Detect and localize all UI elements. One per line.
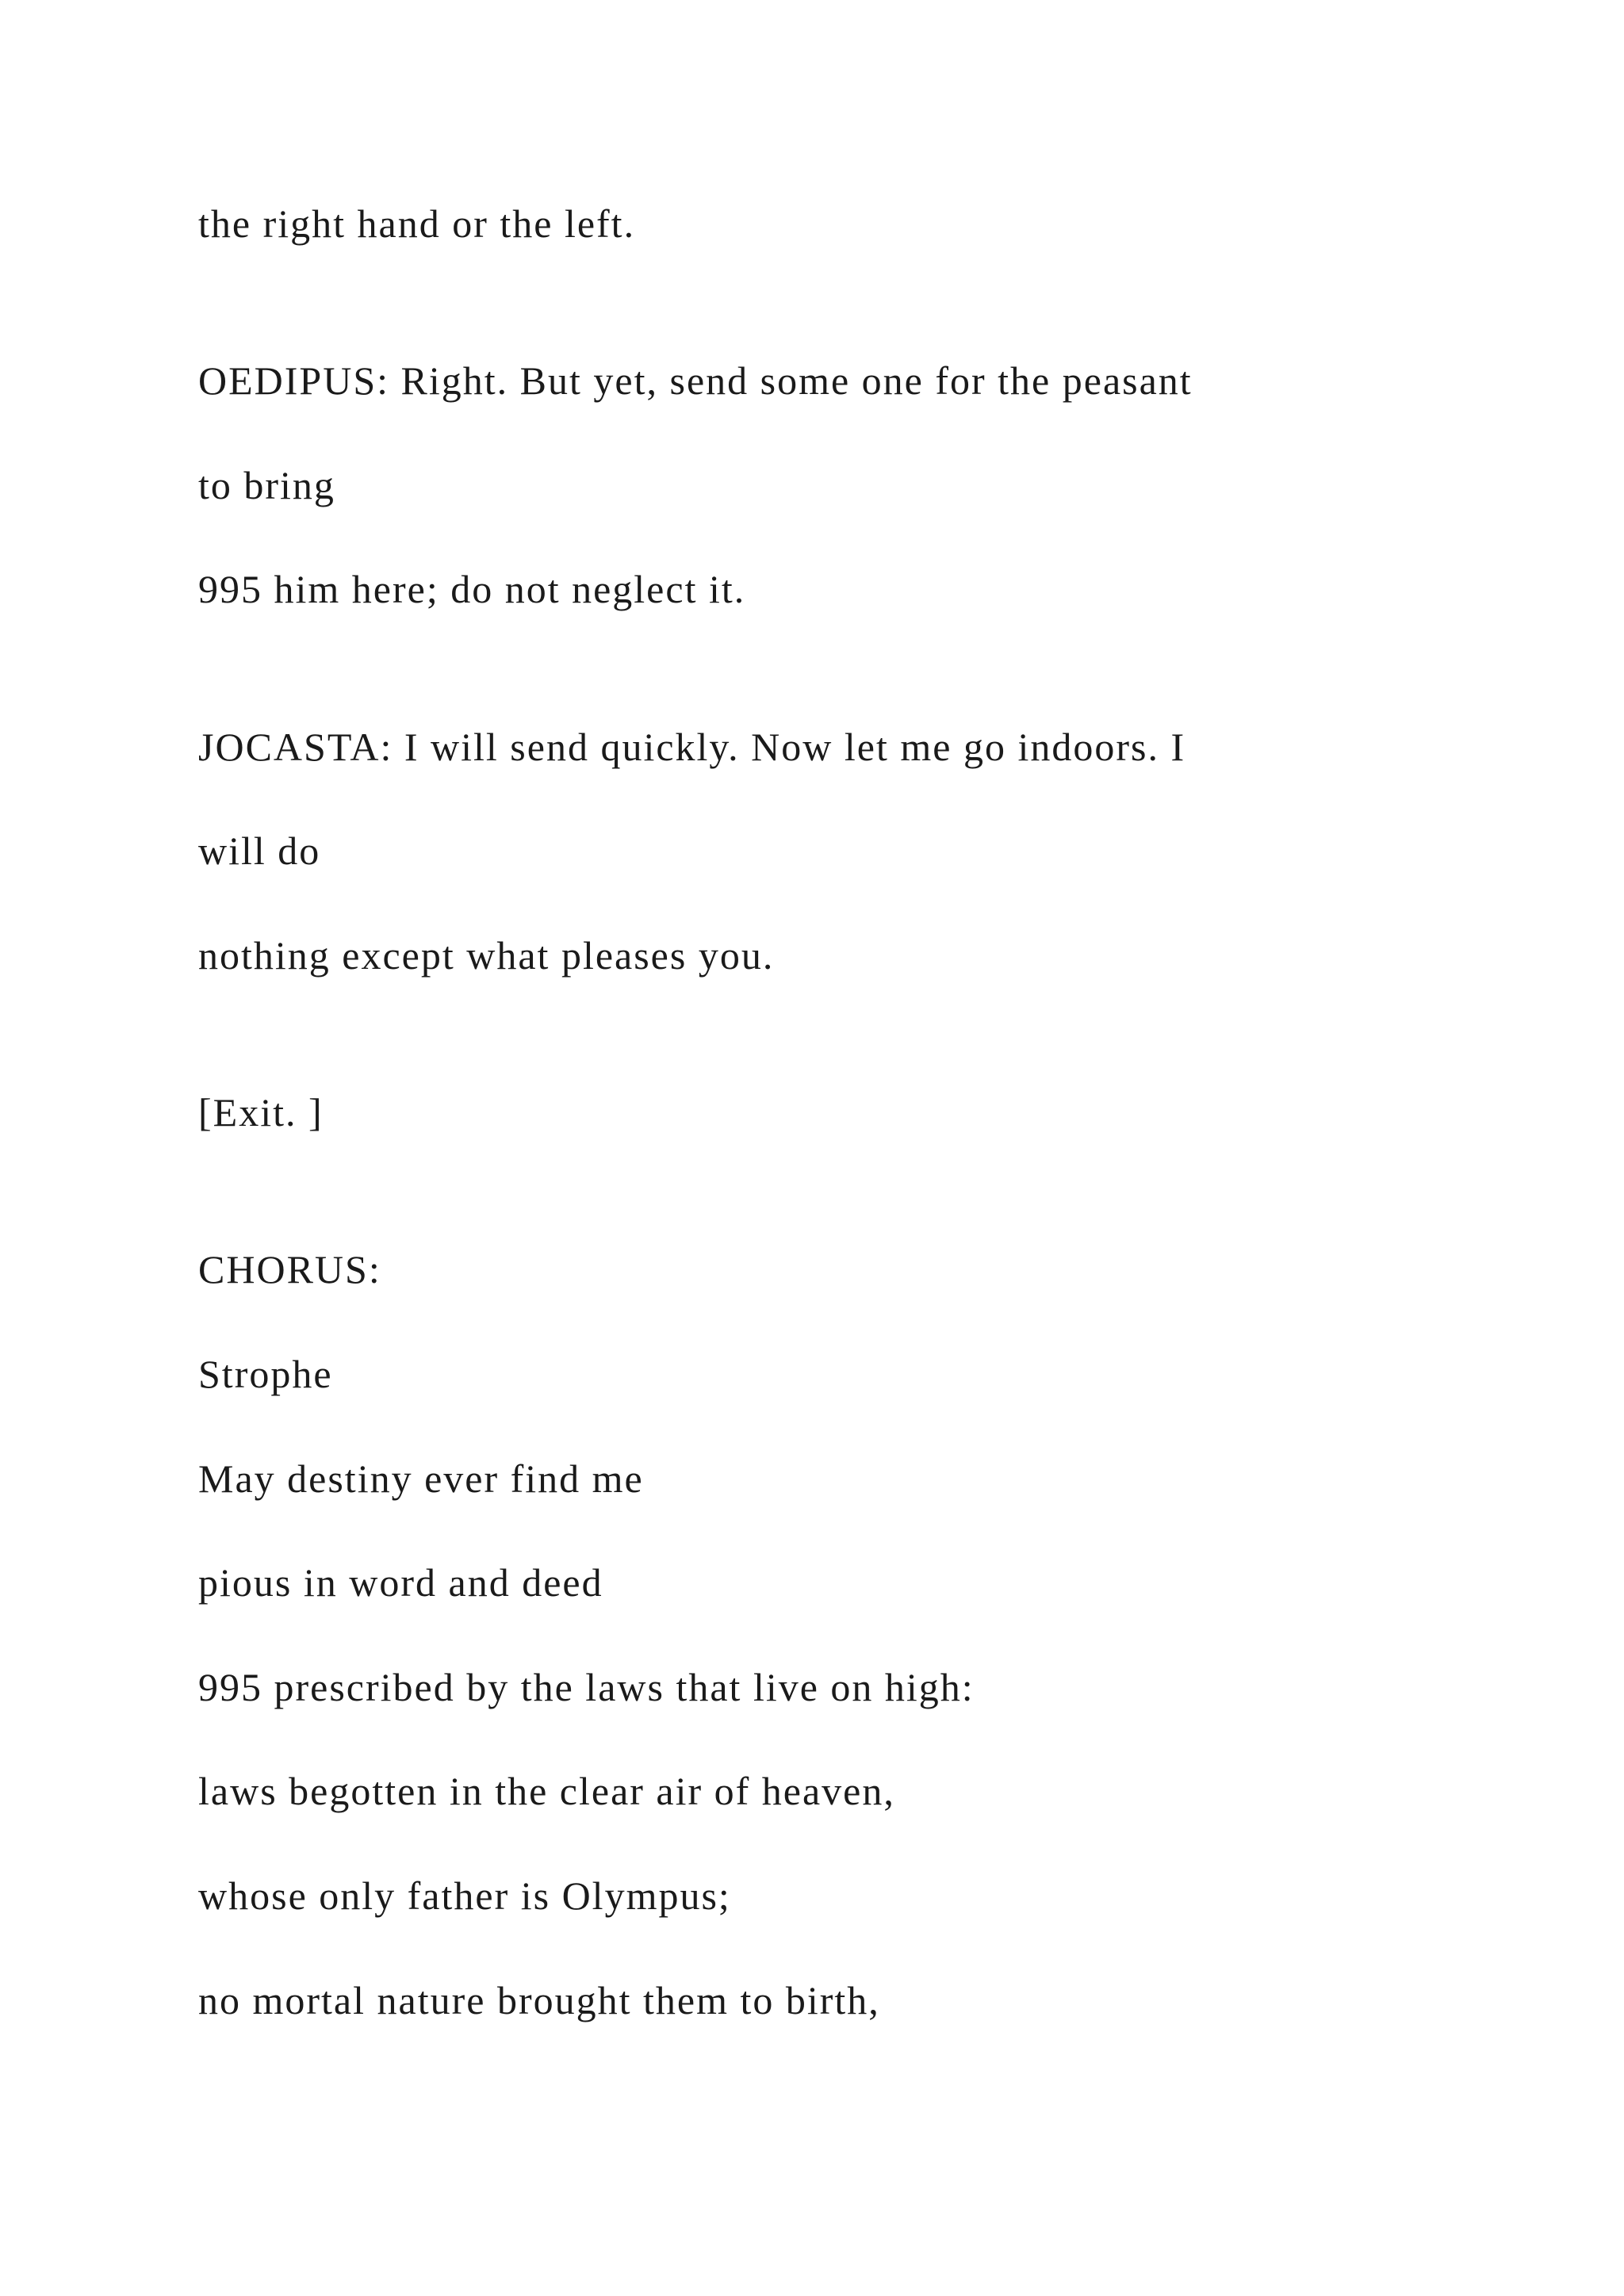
text-line: pious in word and deed [198, 1560, 603, 1605]
text-line: JOCASTA: I will send quickly. Now let me go indoors. I [198, 725, 1186, 769]
text-line: OEDIPUS: Right. But yet, send some one for the peasant [198, 358, 1193, 403]
text-line: nothing except what pleases you. [198, 933, 775, 978]
text-line: 995 prescribed by the laws that live on high: [198, 1665, 975, 1709]
text-line: laws begotten in the clear air of heaven, [198, 1769, 895, 1813]
text-line: Strophe [198, 1352, 333, 1396]
text-line: to bring [198, 463, 335, 507]
text-line: no mortal nature brought them to birth, [198, 1978, 880, 2022]
text-line: the right hand or the left. [198, 201, 636, 246]
text-line: whose only father is Olympus; [198, 1873, 731, 1918]
text-line: CHORUS: [198, 1247, 381, 1292]
text-line: 995 him here; do not neglect it. [198, 567, 746, 611]
text-line: May destiny ever find me [198, 1456, 644, 1501]
text-line: [Exit. ] [198, 1090, 324, 1135]
text-line: will do [198, 828, 321, 873]
